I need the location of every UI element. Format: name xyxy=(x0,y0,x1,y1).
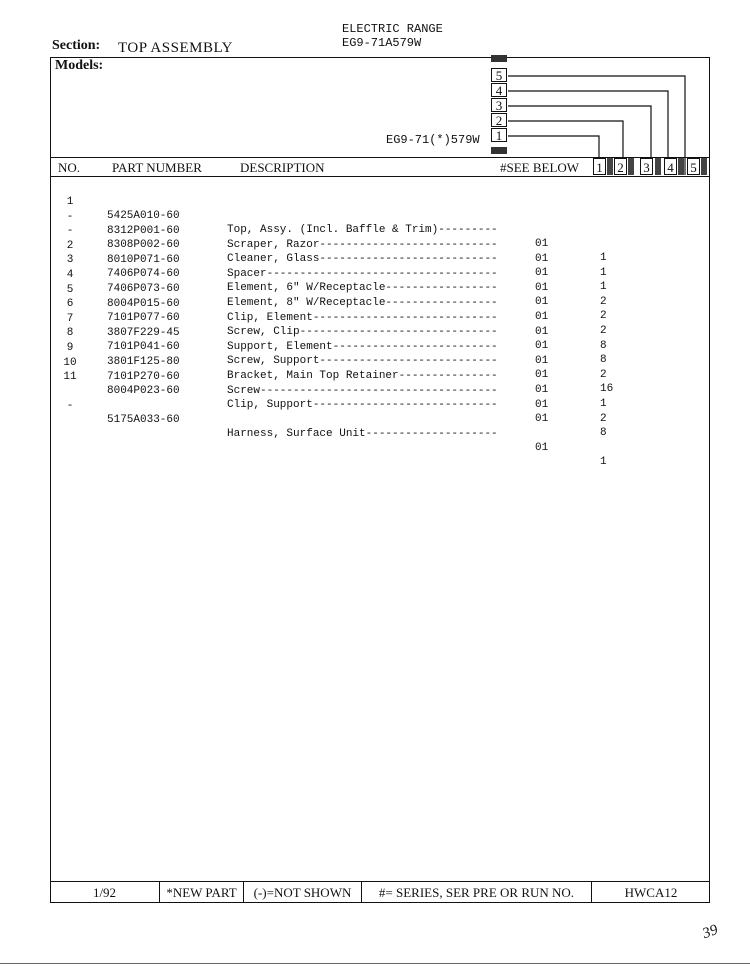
series-code: 01 xyxy=(535,325,549,338)
column-header-description: DESCRIPTION xyxy=(240,160,325,175)
part-number: 8312P001-60 xyxy=(107,224,180,237)
series-code: 01 xyxy=(535,398,549,411)
quantity: 1 xyxy=(600,456,607,468)
part-description: Top, Assy. (Incl. Baffle & Trim)--------- xyxy=(227,224,498,236)
quantity: 2 xyxy=(600,412,607,425)
part-description: Screw, Support--------------------------- xyxy=(227,355,498,368)
footer-bar xyxy=(50,881,710,903)
series-code: 01 xyxy=(535,384,549,396)
footer-date: 1/92 xyxy=(50,882,160,903)
model-column-1-box: 1 xyxy=(491,128,507,142)
row-number: 10 xyxy=(63,356,77,369)
quantity: 1 xyxy=(600,252,607,264)
row-number: 3 xyxy=(66,254,74,267)
series-code: 01 xyxy=(535,369,549,382)
part-description: Harness, Surface Unit-------------------- xyxy=(227,428,498,440)
part-number: 8308P002-60 xyxy=(107,239,180,252)
model-header-shade xyxy=(607,158,613,175)
series-code: 01 xyxy=(535,238,549,250)
row-number: - xyxy=(66,400,74,412)
row-number: 11 xyxy=(63,371,77,384)
part-description: Clip, Element---------------------------- xyxy=(227,311,498,324)
row-number: - xyxy=(66,210,74,223)
series-code: 01 xyxy=(535,354,549,367)
part-number: 7101P270-60 xyxy=(107,370,180,383)
model-header-shade xyxy=(655,158,661,175)
quantity: 8 xyxy=(600,354,607,367)
part-number: 8004P015-60 xyxy=(107,297,180,310)
quantity: 2 xyxy=(600,325,607,337)
part-description: Support, Element------------------------- xyxy=(227,340,498,353)
series-code: 01 xyxy=(535,252,549,265)
column-header-part-number: PART NUMBER xyxy=(112,160,202,175)
part-number: 8010P071-60 xyxy=(107,253,180,266)
row-number: 8 xyxy=(66,327,74,340)
header-divider-bottom xyxy=(50,176,710,177)
part-description: Element, 8" W/Receptacle----------------- xyxy=(227,297,498,309)
part-description: Cleaner, Glass--------------------------- xyxy=(227,253,498,266)
models-label: Models: xyxy=(55,58,104,73)
footer-new-part-legend: *NEW PART xyxy=(160,882,244,903)
page-number: 39 xyxy=(700,921,721,943)
series-code: 01 xyxy=(535,281,549,294)
series-code: 01 xyxy=(535,311,549,323)
row-number: 5 xyxy=(66,283,74,296)
model-header-shade xyxy=(678,158,684,175)
part-description: Screw------------------------------------ xyxy=(227,384,498,397)
row-number: 2 xyxy=(66,239,74,252)
quantity: 2 xyxy=(600,368,607,381)
section-value: TOP ASSEMBLY xyxy=(118,40,233,56)
model-header-2: 2 xyxy=(614,158,627,175)
part-number: 7101P077-60 xyxy=(107,312,180,325)
footer-series-legend: #= SERIES, SER PRE OR RUN NO. xyxy=(362,882,592,903)
bottom-rule xyxy=(0,963,750,964)
part-number: 3807F229-45 xyxy=(107,326,180,339)
row-number: 1 xyxy=(66,196,74,208)
part-description: Spacer----------------------------------- xyxy=(227,267,498,280)
document-title xyxy=(342,22,443,50)
model-column-5-box: 5 xyxy=(491,68,507,82)
quantity: 1 xyxy=(600,281,607,294)
model-name: EG9-71(*)579W xyxy=(386,133,480,147)
row-number: - xyxy=(66,225,74,238)
part-description: Scraper, Razor--------------------------- xyxy=(227,238,498,251)
column-header-no: NO. xyxy=(58,160,81,175)
quantity: 2 xyxy=(600,310,607,323)
model-header-3: 3 xyxy=(640,158,653,175)
part-number: 3801F125-80 xyxy=(107,356,180,368)
footer-code: HWCA12 xyxy=(624,885,678,900)
model-column-2-box: 2 xyxy=(491,113,507,127)
row-number: 9 xyxy=(66,342,74,354)
model-header-5: 5 xyxy=(687,158,700,175)
row-number: 6 xyxy=(66,298,74,311)
quantity: 1 xyxy=(600,266,607,279)
quantity: 8 xyxy=(600,339,607,352)
part-number: 5425A010-60 xyxy=(107,210,180,222)
part-description: Screw, Clip------------------------------ xyxy=(227,326,498,339)
quantity: 1 xyxy=(600,398,607,410)
part-number: 8004P023-60 xyxy=(107,385,180,398)
model-column-4-box: 4 xyxy=(491,83,507,97)
series-code: 01 xyxy=(535,267,549,280)
section-label: Section: xyxy=(52,38,101,53)
part-number: 7406P074-60 xyxy=(107,268,180,281)
page-frame xyxy=(50,57,710,903)
document-title-line1: ELECTRIC RANGE xyxy=(342,22,443,36)
model-header-4: 4 xyxy=(664,158,677,175)
series-code: 01 xyxy=(535,296,549,309)
model-header-shade xyxy=(701,158,707,175)
part-description: Bracket, Main Top Retainer--------------- xyxy=(227,370,498,382)
row-number: 7 xyxy=(66,312,74,325)
model-column-3-box: 3 xyxy=(491,98,507,112)
part-number: 5175A033-60 xyxy=(107,414,180,426)
column-header-see-below: #SEE BELOW xyxy=(500,160,580,175)
document-title-line2: EG9-71A579W xyxy=(342,36,422,50)
model-header-shade xyxy=(628,158,634,175)
part-description: Clip, Support---------------------------- xyxy=(227,399,498,412)
series-code: 01 xyxy=(535,442,549,454)
quantity: 2 xyxy=(600,295,607,308)
quantity: 8 xyxy=(600,427,607,440)
footer-not-shown-legend: (-)=NOT SHOWN xyxy=(244,882,362,903)
series-code: 01 xyxy=(535,413,549,426)
part-description: Element, 6" W/Receptacle----------------- xyxy=(227,282,498,295)
quantity: 16 xyxy=(600,383,614,396)
row-number: 4 xyxy=(66,269,74,281)
part-number: 7406P073-60 xyxy=(107,283,180,295)
model-header-1: 1 xyxy=(593,158,606,175)
part-number: 7101P041-60 xyxy=(107,341,180,354)
series-code: 01 xyxy=(535,340,549,353)
